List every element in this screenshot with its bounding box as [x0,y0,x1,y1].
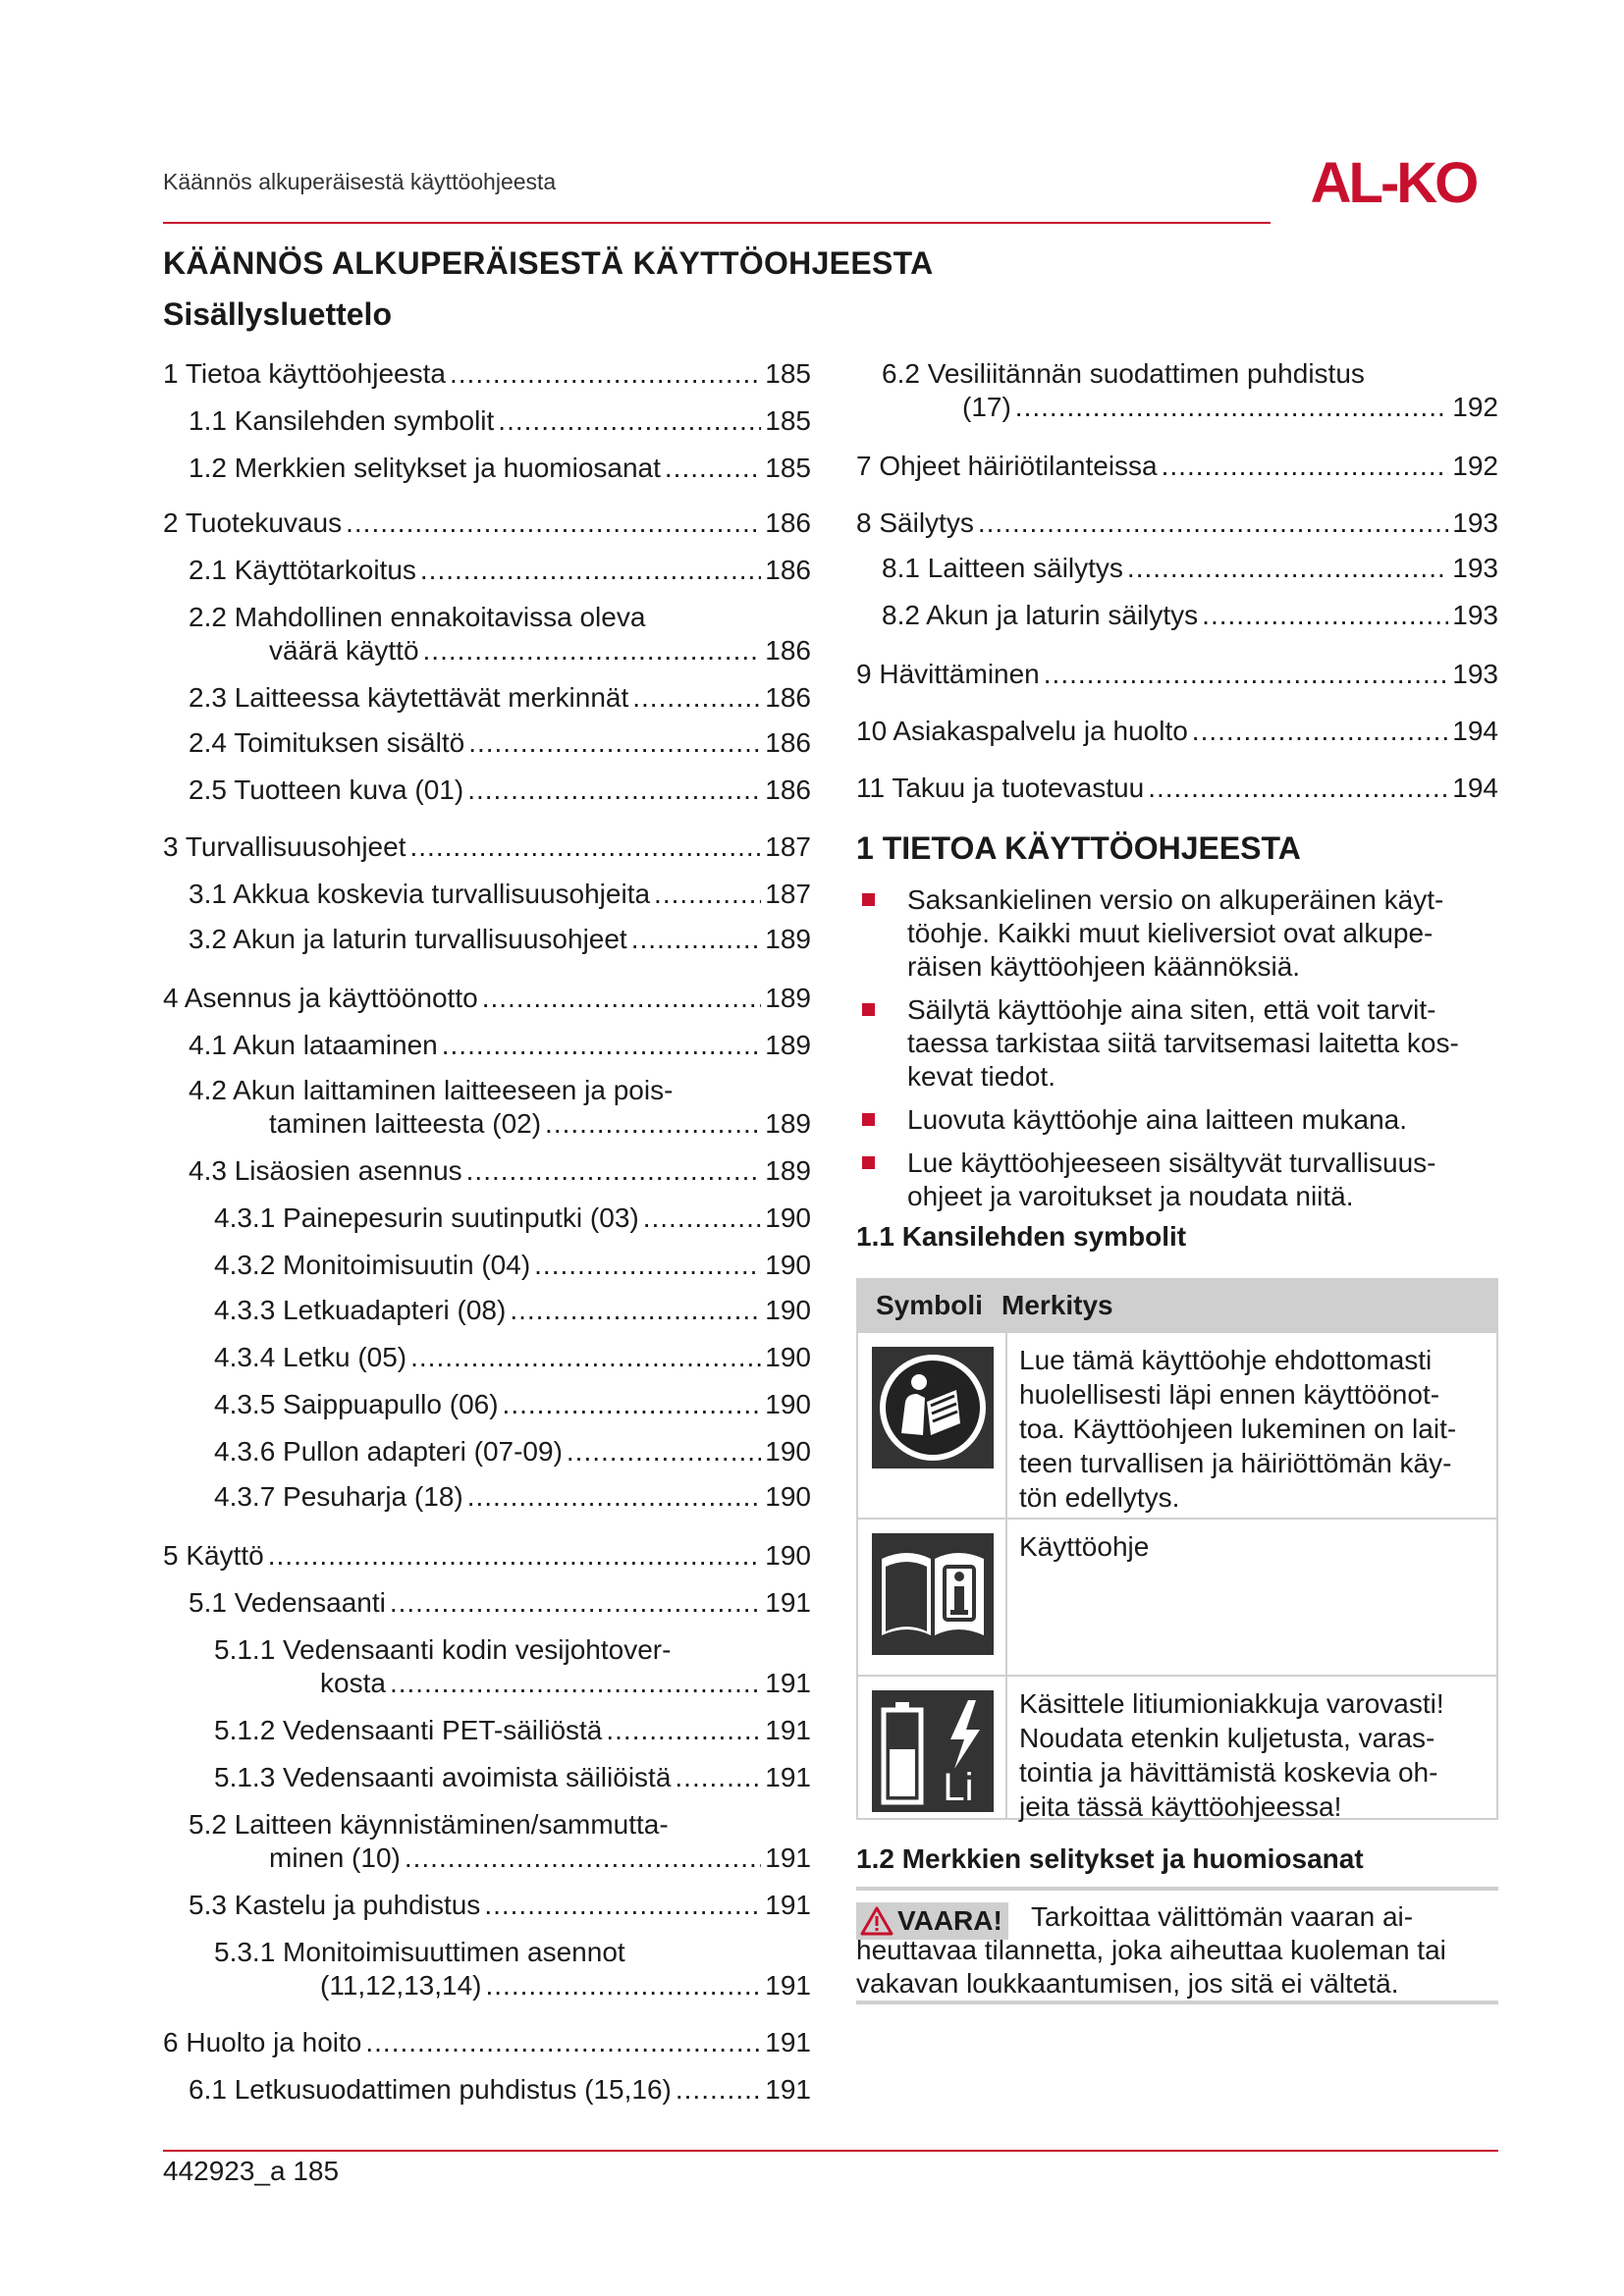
manual-info-icon [872,1533,994,1655]
bullet-square-icon [862,1113,875,1126]
toc-entry[interactable]: 4.2 Akun laittaminen laitteeseen ja pois- taminen laitteesta (02) ..... 189 [189,1074,811,1141]
toc-entry[interactable]: 8.1 Laitteen säilytys ..... 193 [882,552,1498,585]
footer-rule [163,2150,1498,2152]
toc-entry[interactable]: 4.3.2 Monitoimisuutin (04) ..... 190 [214,1249,811,1282]
toc-entry[interactable]: 5.1.1 Vedensaanti kodin vesijohtover- kosta ..... 191 [214,1633,811,1700]
table-row: Käyttöohje [858,1518,1496,1677]
toc-entry[interactable]: 4.3.1 Painepesurin suutinputki (03) ..... 190 [214,1201,811,1235]
toc-entry[interactable]: 5.1.2 Vedensaanti PET-säiliöstä ..... 191 [214,1714,811,1747]
toc-entry[interactable]: 5.3 Kastelu ja puhdistus ..... 191 [189,1889,811,1922]
alko-logo [1288,153,1498,212]
toc-entry[interactable]: 4.3.6 Pullon adapteri (07-09) ..... 190 [214,1435,811,1468]
symbol-table [856,1278,1498,1820]
toc-entry[interactable]: 4.3.7 Pesuharja (18) ..... 190 [214,1480,811,1514]
section-1-heading: 1 TIETOA KÄYTTÖOHJEESTA [856,830,1301,866]
table-row: Lue tämä käyttöohje ehdottomasti huolellisesti läpi ennen käyttöönot- toa. Käyttöohjeen lukeminen on lait- teen turvallisen ja häiriöttömän käy- tön edellytys. [858,1331,1496,1520]
toc-entry[interactable]: 1 Tietoa käyttöohjeesta ..... 185 [163,357,811,391]
toc-entry[interactable]: 5.1 Vedensaanti ..... 191 [189,1586,811,1620]
toc-entry[interactable]: 8 Säilytys ..... 193 [856,507,1498,540]
toc-entry[interactable]: 2.4 Toimituksen sisältö ..... 186 [189,726,811,760]
toc-entry[interactable]: 2.1 Käyttötarkoitus ..... 186 [189,554,811,587]
toc-entry[interactable]: 2.2 Mahdollinen ennakoitavissa oleva väärä käyttö ..... 186 [189,601,811,667]
toc-entry[interactable]: 2.3 Laitteessa käytettävät merkinnät ..... 186 [189,681,811,715]
footer-page-number: 442923_a 185 [163,2156,340,2186]
toc-entry[interactable]: 7 Ohjeet häiriötilanteissa ..... 192 [856,450,1498,483]
toc-title: Sisällysluettelo [163,296,392,332]
toc-entry[interactable]: 4.3.4 Letku (05) ..... 190 [214,1341,811,1374]
bullet-square-icon [862,893,875,906]
toc-entry[interactable]: 3 Turvallisuusohjeet ..... 187 [163,830,811,864]
toc-entry[interactable]: 4.3.5 Saippuapullo (06) ..... 190 [214,1388,811,1421]
section-1-bullets: Saksankielinen versio on alkuperäinen käyt- töohje. Kaikki muut kieliversiot ovat alkupe- räisen käyttöohjeen käännöksiä. Säilytä käyttöohje aina siten, että voit tarvit- taessa tarkistaa siitä tarvitsemasi laitetta kos- kevat tiedot. Luovuta käyttöohje aina laitteen mukana. Lue käyttöohjeeseen sisältyvät turvallisuus- ohjeet ja varoitukset ja noudata niitä. [856,883,1498,1207]
toc-entry[interactable]: 1.1 Kansilehden symbolit ..... 185 [189,404,811,438]
svg-text:AL-KO: AL-KO [1310,153,1477,212]
toc-entry[interactable]: 8.2 Akun ja laturin säilytys ..... 193 [882,599,1498,632]
section-1-2-heading: 1.2 Merkkien selitykset ja huomiosanat [856,1843,1364,1874]
svg-text:Li: Li [943,1766,974,1809]
document-title: KÄÄNNÖS ALKUPERÄISESTÄ KÄYTTÖOHJEESTA [163,245,934,281]
toc-entry[interactable]: 3.1 Akkua koskevia turvallisuusohjeita ..... 187 [189,878,811,911]
toc-entry[interactable]: 5.2 Laitteen käynnistäminen/sammutta- minen (10) ..... 191 [189,1808,811,1875]
toc-entry[interactable]: 4.3 Lisäosien asennus ..... 189 [189,1154,811,1188]
toc-entry[interactable]: 1.2 Merkkien selitykset ja huomiosanat ..... 185 [189,452,811,485]
toc-entry[interactable]: 6.1 Letkusuodattimen puhdistus (15,16) ..... 191 [189,2073,811,2107]
toc-entry[interactable]: 4.1 Akun lataaminen ..... 189 [189,1029,811,1062]
column-header-meaning: Merkitys [1001,1290,1113,1320]
toc-entry[interactable]: 6.2 Vesiliitännän suodattimen puhdistus (17) ..... 192 [882,357,1498,424]
header-subtitle: Käännös alkuperäisestä käyttöohjeesta [163,169,557,194]
toc-entry[interactable]: 6 Huolto ja hoito ..... 191 [163,2026,811,2059]
toc-entry[interactable]: 5.1.3 Vedensaanti avoimista säiliöistä ..... 191 [214,1761,811,1794]
toc-entry[interactable]: 11 Takuu ja tuotevastuu ..... 194 [856,772,1498,805]
danger-label: VAARA! [856,1902,1008,1940]
toc-entry[interactable]: 5 Käyttö ..... 190 [163,1539,811,1573]
table-header [858,1280,1496,1331]
read-manual-icon [872,1347,994,1468]
toc-right-column [856,357,1498,809]
danger-notice: VAARA! Tarkoittaa välittömän vaaran ai- heuttavaa tilannetta, joka aiheuttaa kuoleman tai vakavan loukkaantumisen, jos sitä ei vältetä. [856,1887,1498,2004]
toc-entry[interactable]: 2.5 Tuotteen kuva (01) ..... 186 [189,774,811,807]
header-rule [163,222,1271,224]
toc-entry[interactable]: 10 Asiakaspalvelu ja huolto ..... 194 [856,715,1498,748]
toc-entry[interactable]: 2 Tuotekuvaus ..... 186 [163,507,811,540]
toc-entry[interactable]: 4 Asennus ja käyttöönotto ..... 189 [163,982,811,1015]
toc-entry[interactable]: 3.2 Akun ja laturin turvallisuusohjeet ..... 189 [189,923,811,956]
toc-entry[interactable]: 9 Hävittäminen ..... 193 [856,658,1498,691]
section-1-1-heading: 1.1 Kansilehden symbolit [856,1221,1187,1252]
bullet-square-icon [862,1003,875,1016]
toc-entry[interactable]: 4.3.3 Letkuadapteri (08) ..... 190 [214,1294,811,1327]
bullet-square-icon [862,1156,875,1169]
toc-left-column [163,357,811,2124]
toc-entry[interactable]: 5.3.1 Monitoimisuuttimen asennot (11,12,13,14) ..... 191 [214,1936,811,2002]
lithium-battery-icon [872,1690,994,1812]
column-header-symbol: Symboli [876,1290,983,1320]
table-row: Li Käsittele litiumioniakkuja varovasti! Noudata etenkin kuljetusta, varas- tointia ja hävittämistä koskevia oh- jeita tässä käyttöohjeessa! [858,1675,1496,1820]
